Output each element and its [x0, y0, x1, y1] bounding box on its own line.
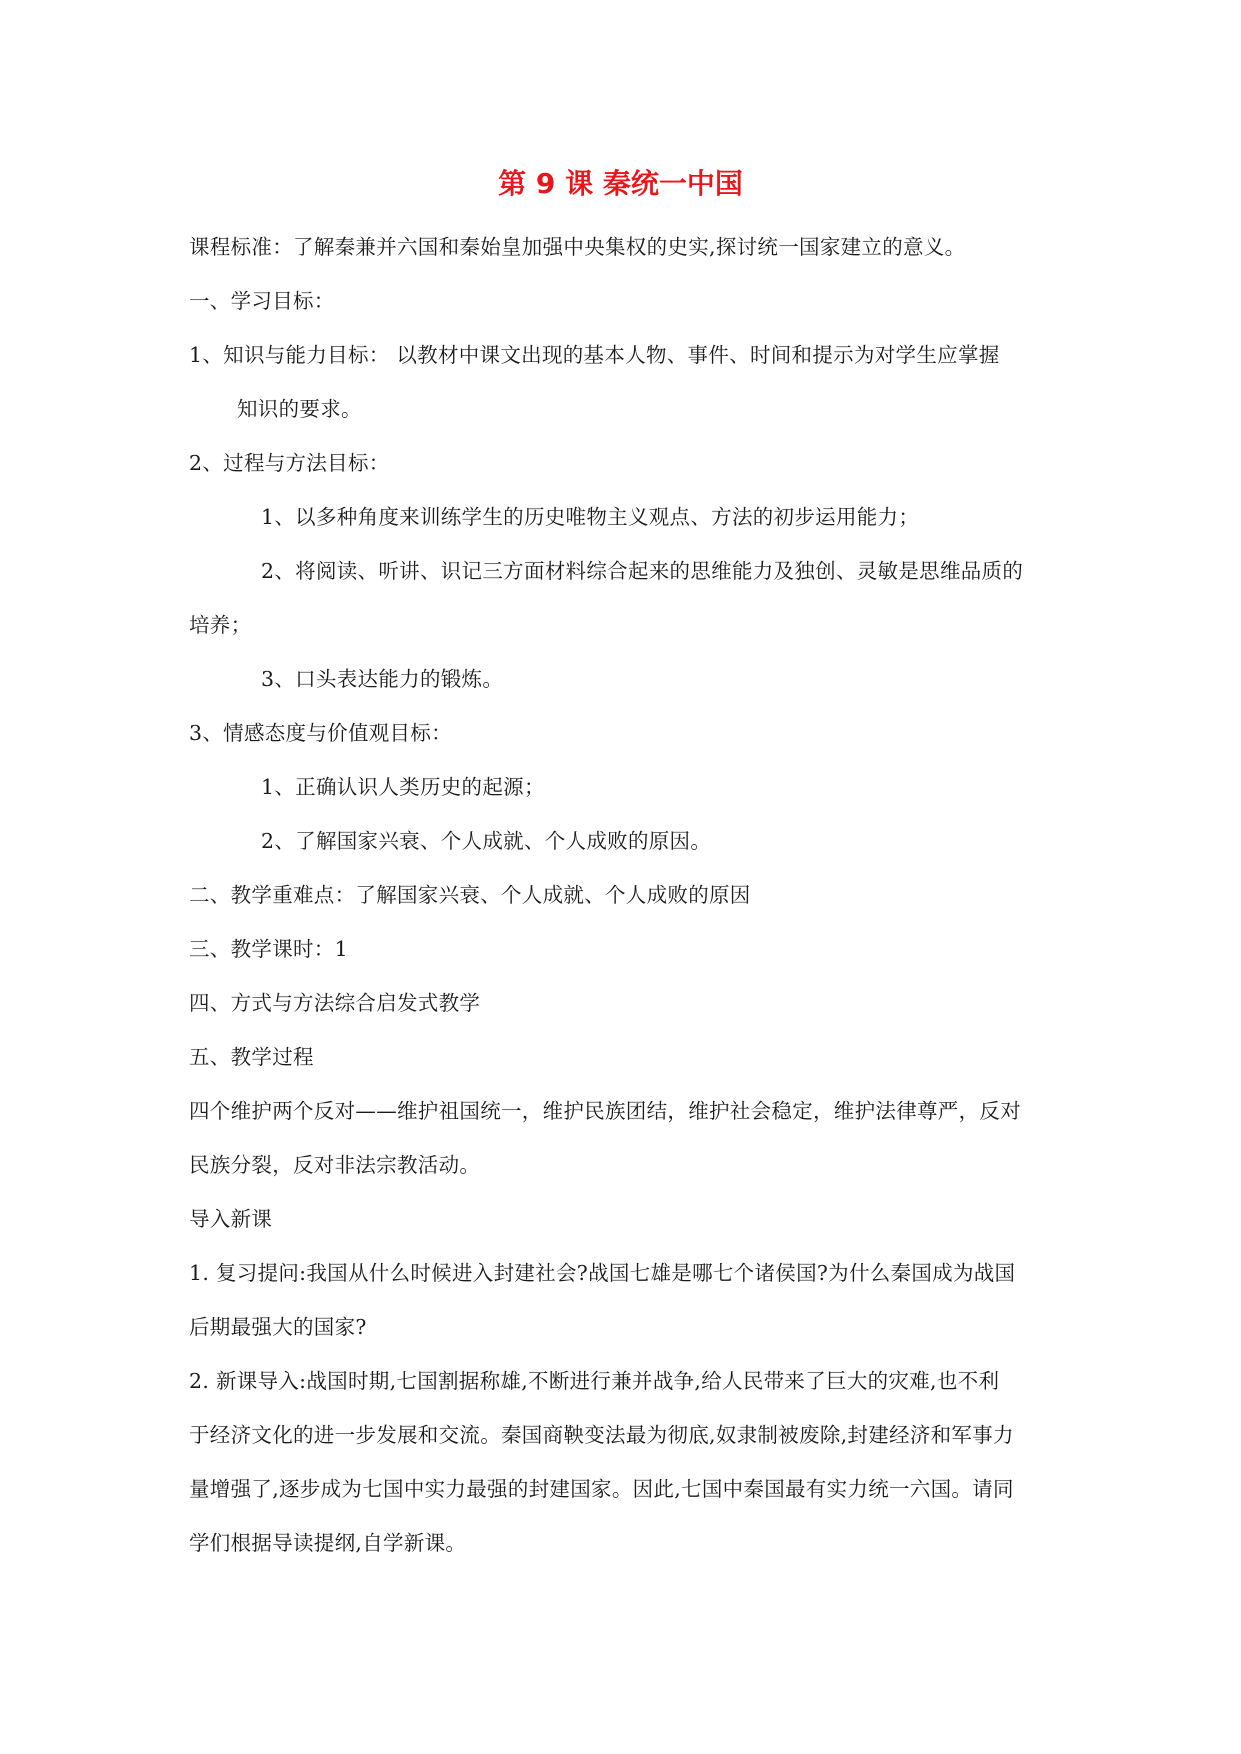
- lesson-title: 第 9 课 秦统一中国: [498, 167, 743, 200]
- text-line: 四、方式与方法综合启发式教学: [189, 991, 481, 1015]
- text-line: 1、知识与能力目标： 以教材中课文出现的基本人物、事件、时间和提示为对学生应掌握: [189, 343, 1000, 367]
- text-line: 二、教学重难点：了解国家兴衰、个人成就、个人成败的原因: [189, 883, 751, 907]
- text-line: 知识的要求。: [237, 397, 362, 421]
- text-line: 2、过程与方法目标：: [189, 451, 390, 475]
- text-line: 导入新课: [189, 1207, 273, 1231]
- text-line: 民族分裂，反对非法宗教活动。: [189, 1153, 481, 1177]
- text-line: 3、情感态度与价值观目标：: [189, 721, 452, 745]
- text-line: 1、以多种角度来训练学生的历史唯物主义观点、方法的初步运用能力；: [261, 505, 920, 529]
- text-line: 量增强了,逐步成为七国中实力最强的封建国家。因此,七国中秦国最有实力统一六国。请同: [189, 1477, 1014, 1501]
- document-body: [189, 220, 1069, 1570]
- text-line: 五、教学过程: [189, 1045, 314, 1069]
- text-line: 1. 复习提问:我国从什么时候进入封建社会?战国七雄是哪七个诸侯国?为什么秦国成为战国: [189, 1261, 1016, 1285]
- text-line: 学们根据导读提纲,自学新课。: [189, 1531, 467, 1555]
- text-line: 2、了解国家兴衰、个人成就、个人成败的原因。: [261, 829, 712, 853]
- text-line: 四个维护两个反对——维护祖国统一，维护民族团结，维护社会稳定，维护法律尊严，反对: [189, 1099, 1021, 1123]
- text-line: 培养；: [189, 613, 252, 637]
- text-line: 课程标准：了解秦兼并六国和秦始皇加强中央集权的史实,探讨统一国家建立的意义。: [189, 235, 966, 259]
- text-line: 1、正确认识人类历史的起源；: [261, 775, 545, 799]
- text-line: 于经济文化的进一步发展和交流。秦国商鞅变法最为彻底,奴隶制被废除,封建经济和军事力: [189, 1423, 1014, 1447]
- text-line: 2、将阅读、听讲、识记三方面材料综合起来的思维能力及独创、灵敏是思维品质的: [261, 559, 1024, 583]
- text-line: 后期最强大的国家?: [189, 1315, 367, 1339]
- text-line: 2. 新课导入:战国时期,七国割据称雄,不断进行兼并战争,给人民带来了巨大的灾难,也不利: [189, 1369, 1000, 1393]
- text-line: 3、口头表达能力的锻炼。: [261, 667, 504, 691]
- text-line: 一、学习目标：: [189, 289, 335, 313]
- text-line: 三、教学课时：1: [189, 937, 348, 961]
